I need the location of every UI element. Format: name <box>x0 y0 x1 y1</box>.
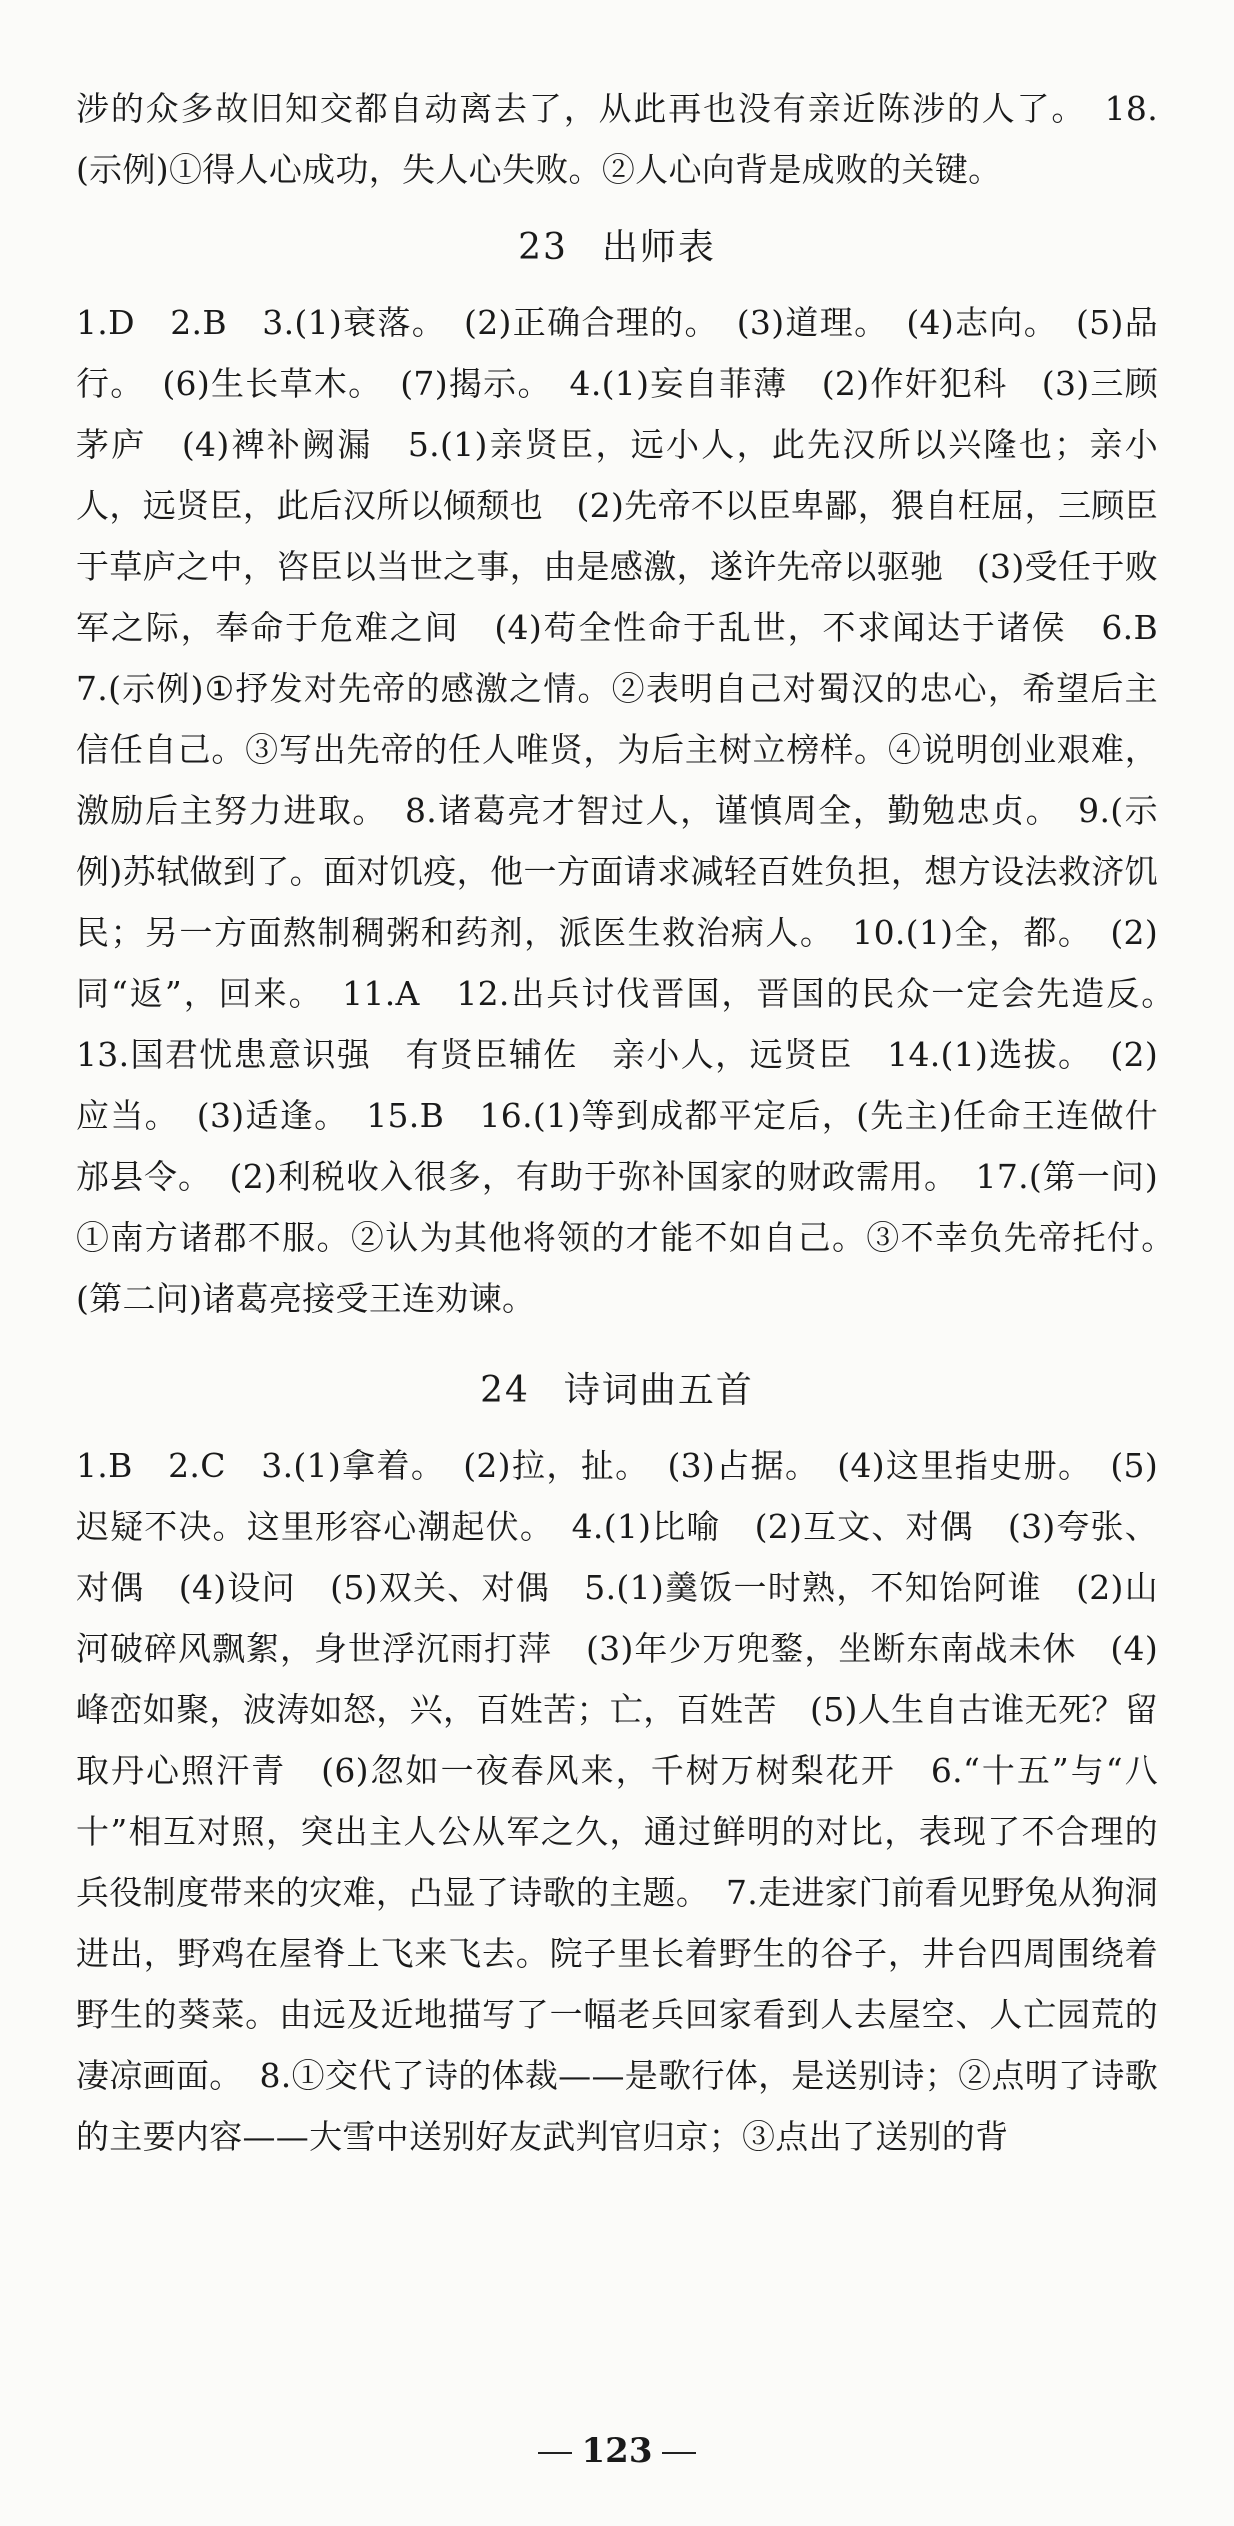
section-23-answers: 1.D 2.B 3.(1)衰落。 (2)正确合理的。 (3)道理。 (4)志向。 (5)品行。 (6)生长草木。 (7)揭示。 4.(1)妄自菲薄 (2)作奸犯科 (3)三顾茅庐 (4)裨补阙漏 5.(1)亲贤臣，远小人，此先汉所以兴隆也；亲小人，远贤臣，此后汉所以倾颓也 (2)先帝不以臣卑鄙，猥自枉屈，三顾臣于草庐之中，咨臣以当世之事，由是感激，遂许先帝以驱驰 (3)受任于败军之际，奉命于危难之间 (4)苟全性命于乱世，不求闻达于诸侯 6.B 7.(示例)①抒发对先帝的感激之情。②表明自己对蜀汉的忠心，希望后主信任自己。③写出先帝的任人唯贤，为后主树立榜样。④说明创业艰难，激励后主努力进取。 8.诸葛亮才智过人，谨慎周全，勤勉忠贞。 9.(示例)苏轼做到了。面对饥疫，他一方面请求减轻百姓负担，想方设法救济饥民；另一方面熬制稠粥和药剂，派医生救治病人。 10.(1)全，都。 (2)同“返”，回来。 11.A 12.出兵讨伐晋国，晋国的民众一定会先造反。 13.国君忧患意识强 有贤臣辅佐 亲小人，远贤臣 14.(1)选拔。 (2)应当。 (3)适逢。 15.B 16.(1)等到成都平定后，(先主)任命王连做什邡县令。 (2)利税收入很多，有助于弥补国家的财政需用。 17.(第一问)①南方诸郡不服。②认为其他将领的才能不如自己。③不幸负先帝托付。 (第二问)诸葛亮接受王连劝谏。 <box>76 303 1192 1318</box>
answer-page <box>76 78 1192 2167</box>
footer-right-dash <box>662 2452 696 2454</box>
page-footer <box>0 2431 1234 2471</box>
page-number: 123 <box>581 2431 653 2471</box>
section-24-number: 24 <box>480 1370 530 1411</box>
section-24-heading <box>76 1363 1158 1419</box>
section-23-number: 23 <box>518 227 568 268</box>
section-23-heading <box>76 220 1158 276</box>
footer-left-dash <box>538 2452 572 2454</box>
intro-paragraph: 涉的众多故旧知交都自动离去了，从此再也没有亲近陈涉的人了。 18.(示例)①得人心成功，失人心失败。②人心向背是成败的关键。 <box>76 89 1158 189</box>
section-23-title: 出师表 <box>601 227 716 268</box>
section-24-title: 诗词曲五首 <box>563 1370 754 1411</box>
section-24-answers: 1.B 2.C 3.(1)拿着。 (2)拉，扯。 (3)占据。 (4)这里指史册。 (5)迟疑不决。这里形容心潮起伏。 4.(1)比喻 (2)互文、对偶 (3)夸张、对偶 (4)设问 (5)双关、对偶 5.(1)羹饭一时熟，不知饴阿谁 (2)山河破碎风飘絮，身世浮沉雨打萍 (3)年少万兜鍪，坐断东南战未休 (4)峰峦如聚，波涛如怒，兴，百姓苦；亡，百姓苦 (5)人生自古谁无死？留取丹心照汗青 (6)忽如一夜春风来，千树万树梨花开 6.“十五”与“八十”相互对照，突出主人公从军之久，通过鲜明的对比，表现了不合理的兵役制度带来的灾难，凸显了诗歌的主题。 7.走进家门前看见野兔从狗洞进出，野鸡在屋脊上飞来飞去。院子里长着野生的谷子，井台四周围绕着野生的葵菜。由远及近地描写了一幅老兵回家看到人去屋空、人亡园荒的凄凉画面。 8.①交代了诗的体裁——是歌行体，是送别诗；②点明了诗歌的主要内容——大雪中送别好友武判官归京；③点出了送别的背 <box>76 1446 1158 2156</box>
